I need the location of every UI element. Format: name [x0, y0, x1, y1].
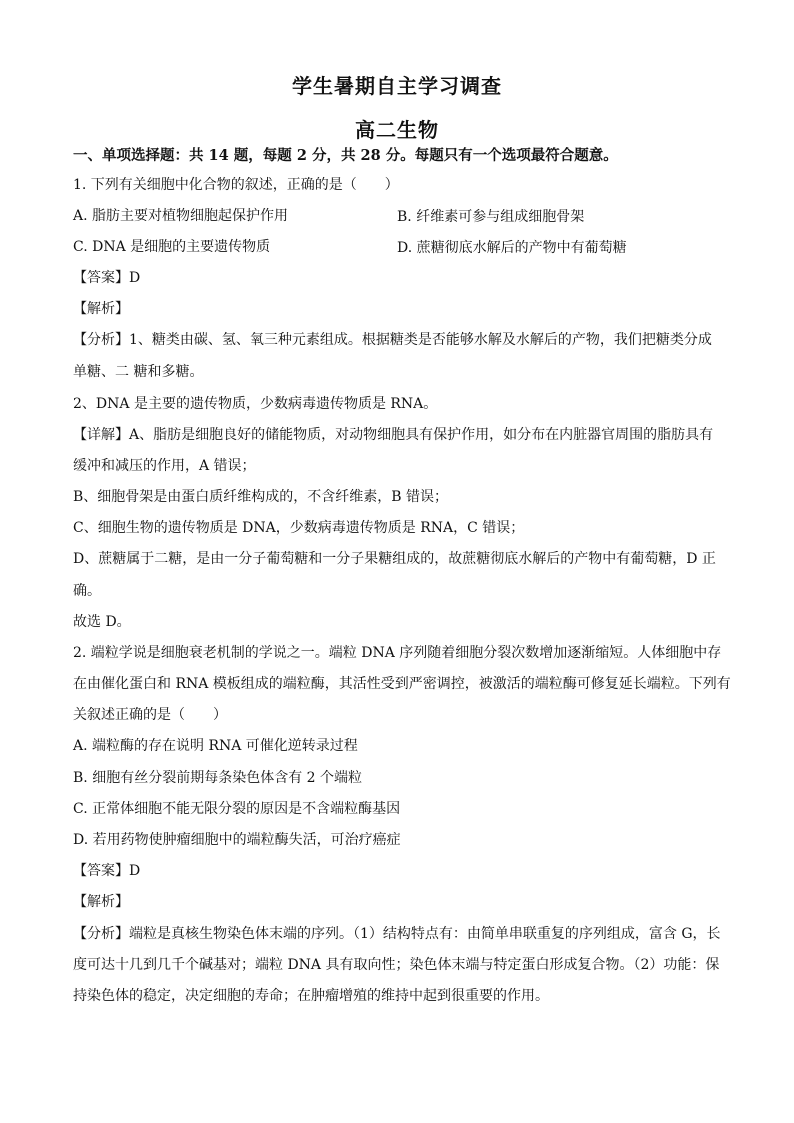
- section-heading: 一、单项选择题：共 14 题，每题 2 分，共 28 分。每题只有一个选项最符合题意。: [73, 147, 618, 164]
- question-2-analysis-line: 【分析】端粒是真核生物染色体末端的序列。（1）结构特点有：由简单串联重复的序列组成，富含 G，长: [73, 926, 721, 942]
- question-1-analysis-line: 2、DNA 是主要的遗传物质，少数病毒遗传物质是 RNA。: [73, 396, 438, 412]
- question-1-analysis-line: B、细胞骨架是由蛋白质纤维构成的，不含纤维素，B 错误；: [73, 489, 449, 505]
- question-2-analysis-line: 度可达十几到几千个碱基对；端粒 DNA 具有取向性；染色体末端与特定蛋白形成复合物。（2）功能：保: [73, 957, 720, 973]
- question-2-analysis-line: 持染色体的稳定，决定细胞的寿命；在肿瘤增殖的维持中起到很重要的作用。: [73, 988, 549, 1004]
- document-subtitle: 高二生物: [355, 118, 439, 142]
- question-1-analysis-line: 【分析】1、糖类由碳、氢、氧三种元素组成。根据糖类是否能够水解及水解后的产物，我们把糖类分成: [73, 332, 712, 348]
- question-1-analysis-line: 缓冲和减压的作用，A 错误；: [73, 458, 256, 474]
- question-2-option-d: D. 若用药物使肿瘤细胞中的端粒酶失活，可治疗癌症: [73, 832, 401, 848]
- question-1-analysis-line: C、细胞生物的遗传物质是 DNA，少数病毒遗传物质是 RNA，C 错误；: [73, 520, 525, 536]
- question-1-option-a: A. 脂肪主要对植物细胞起保护作用: [73, 208, 289, 224]
- question-1-answer: 【答案】D: [73, 270, 141, 286]
- document-title: 学生暑期自主学习调查: [292, 74, 502, 98]
- question-1-analysis-label: 【解析】: [73, 301, 129, 317]
- question-2-option-b: B. 细胞有丝分裂前期每条染色体含有 2 个端粒: [73, 770, 362, 786]
- question-1-stem: 1. 下列有关细胞中化合物的叙述，正确的是（ ）: [73, 177, 399, 193]
- question-2-answer: 【答案】D: [73, 863, 141, 879]
- question-2-option-c: C. 正常体细胞不能无限分裂的原因是不含端粒酶基因: [73, 801, 401, 817]
- question-2-stem-line: 2. 端粒学说是细胞衰老机制的学说之一。端粒 DNA 序列随着细胞分裂次数增加逐渐缩短。人体细胞中存: [73, 645, 722, 661]
- question-2-stem-line: 在由催化蛋白和 RNA 模板组成的端粒酶，其活性受到严密调控，被激活的端粒酶可修复延长端粒。下列有: [73, 676, 731, 692]
- question-2-analysis-label: 【解析】: [73, 894, 129, 910]
- question-1-analysis-line: 确。: [73, 583, 101, 599]
- question-2-stem-line: 关叙述正确的是（ ）: [73, 707, 227, 723]
- question-1-analysis-line: D、蔗糖属于二糖，是由一分子葡萄糖和一分子果糖组成的，故蔗糖彻底水解后的产物中有葡萄糖，D 正: [73, 551, 716, 567]
- question-1-analysis-line: 故选 D。: [73, 614, 131, 630]
- question-2-option-a: A. 端粒酶的存在说明 RNA 可催化逆转录过程: [73, 738, 358, 754]
- question-1-analysis-line: 单糖、二 糖和多糖。: [73, 364, 204, 380]
- question-1-analysis-line: 【详解】A、脂肪是细胞良好的储能物质，对动物细胞具有保护作用，如分布在内脏器官周围的脂肪具有: [73, 427, 714, 443]
- question-1-option-b: B. 纤维素可参与组成细胞骨架: [397, 209, 585, 225]
- question-1-option-c: C. DNA 是细胞的主要遗传物质: [73, 239, 271, 255]
- question-1-option-d: D. 蔗糖彻底水解后的产物中有葡萄糖: [397, 240, 627, 256]
